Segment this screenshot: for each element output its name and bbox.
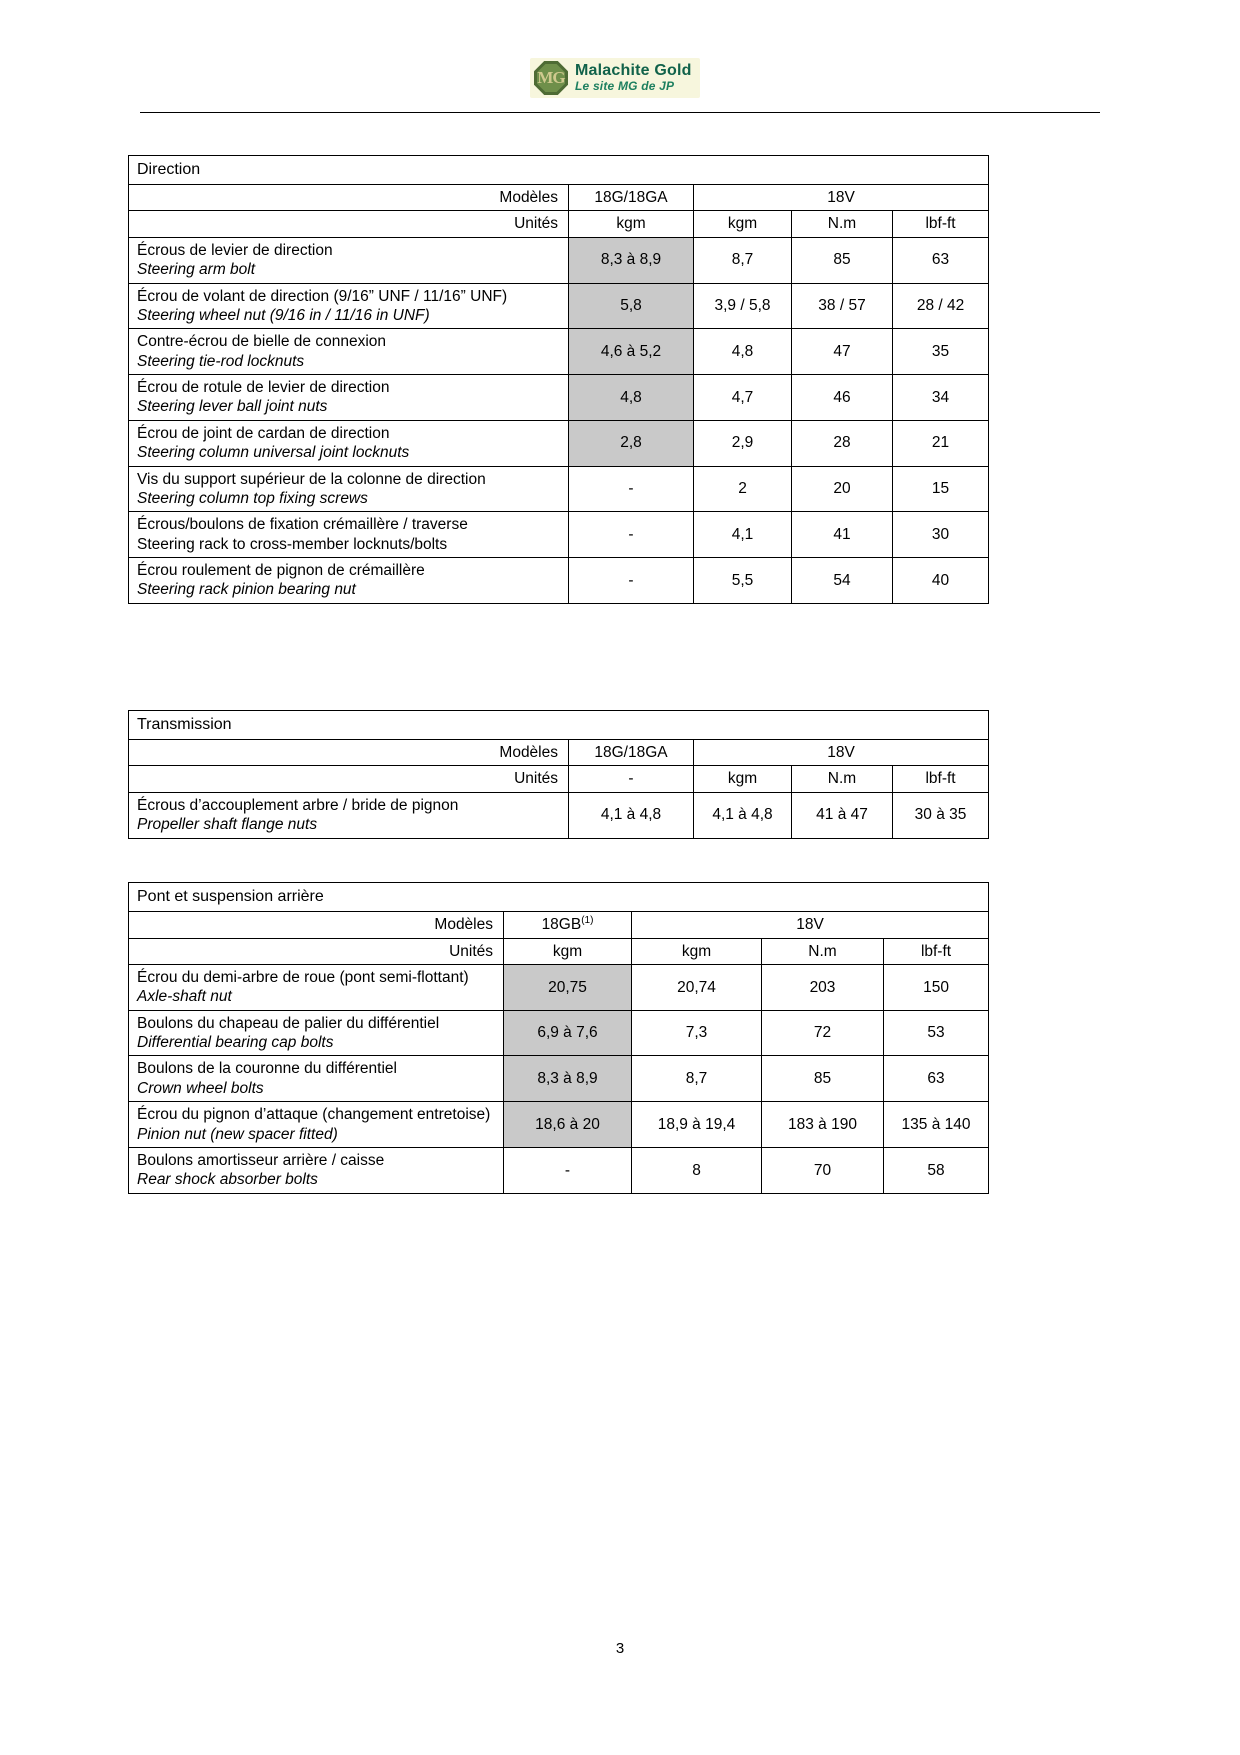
section-title: Transmission — [129, 711, 989, 740]
section-title: Pont et suspension arrière — [129, 883, 989, 912]
value-lbfft: 58 — [884, 1147, 989, 1193]
table-block-direction — [128, 155, 988, 604]
row-description — [129, 283, 569, 329]
value-nm: 183 à 190 — [762, 1102, 884, 1148]
row-label-en: Steering arm bolt — [137, 261, 256, 279]
table-row — [129, 512, 989, 558]
value-nm: 47 — [792, 329, 893, 375]
value-lbfft: 34 — [893, 375, 989, 421]
value-model-a: 20,75 — [504, 964, 632, 1010]
row-label-en: Steering lever ball joint nuts — [137, 398, 328, 416]
value-nm: 46 — [792, 375, 893, 421]
unit-header-3: lbf-ft — [893, 211, 989, 237]
value-lbfft: 150 — [884, 964, 989, 1010]
unit-header-0: kgm — [504, 938, 632, 964]
value-model-a: 4,8 — [569, 375, 694, 421]
row-description — [129, 1056, 504, 1102]
row-label-fr: Écrou roulement de pignon de crémaillère — [137, 562, 425, 579]
mg-octagon-logo-icon: MG — [534, 61, 568, 95]
value-nm: 85 — [792, 237, 893, 283]
row-label-fr: Écrou de rotule de levier de direction — [137, 379, 390, 396]
value-kgm: 3,9 / 5,8 — [694, 283, 792, 329]
row-label-en: Rear shock absorber bolts — [137, 1171, 318, 1189]
row-label-en: Differential bearing cap bolts — [137, 1034, 334, 1052]
row-label-en: Steering column universal joint locknuts — [137, 444, 410, 462]
value-lbfft: 63 — [893, 237, 989, 283]
table-row — [129, 375, 989, 421]
units-header-row — [129, 938, 989, 964]
row-description — [129, 1147, 504, 1193]
value-kgm: 4,1 à 4,8 — [694, 792, 792, 838]
logo-subtitle: Le site MG de JP — [575, 79, 675, 94]
row-label-fr: Écrou de joint de cardan de direction — [137, 424, 390, 442]
units-label: Unités — [129, 938, 504, 964]
row-label-en: Steering wheel nut (9/16 in / 11/16 in UNF) — [137, 306, 430, 324]
value-kgm: 8 — [632, 1147, 762, 1193]
value-nm: 85 — [762, 1056, 884, 1102]
unit-header-3: lbf-ft — [884, 938, 989, 964]
page-number: 3 — [615, 1640, 625, 1657]
value-nm: 41 — [792, 512, 893, 558]
model-b-header: 18V — [694, 185, 989, 211]
value-model-a: - — [569, 558, 694, 604]
unit-header-2: N.m — [792, 211, 893, 237]
unit-header-1: kgm — [694, 211, 792, 237]
table-row — [129, 1102, 989, 1148]
section-title: Direction — [129, 156, 989, 185]
units-label: Unités — [129, 211, 569, 237]
spec-table-rear-axle — [128, 882, 989, 1194]
row-description — [129, 512, 569, 558]
models-label: Modèles — [129, 185, 569, 211]
units-header-row — [129, 766, 989, 792]
footnote-marker: (1) — [581, 915, 594, 926]
value-model-a: - — [569, 466, 694, 512]
row-description — [129, 375, 569, 421]
row-label-en: Steering rack pinion bearing nut — [137, 581, 356, 599]
row-description — [129, 466, 569, 512]
value-lbfft: 135 à 140 — [884, 1102, 989, 1148]
value-nm: 70 — [762, 1147, 884, 1193]
value-model-a: - — [569, 512, 694, 558]
table-row — [129, 558, 989, 604]
row-label-fr: Boulons du chapeau de palier du différentiel — [137, 1014, 440, 1032]
units-header-row — [129, 211, 989, 237]
value-lbfft: 30 à 35 — [893, 792, 989, 838]
unit-header-1: kgm — [632, 938, 762, 964]
value-model-a: - — [504, 1147, 632, 1193]
value-lbfft: 15 — [893, 466, 989, 512]
value-kgm: 5,5 — [694, 558, 792, 604]
value-model-a: 6,9 à 7,6 — [504, 1010, 632, 1056]
table-row — [129, 1147, 989, 1193]
value-model-a: 4,6 à 5,2 — [569, 329, 694, 375]
value-lbfft: 40 — [893, 558, 989, 604]
models-label: Modèles — [129, 740, 569, 766]
row-label-fr: Écrous d’accouplement arbre / bride de pignon — [137, 796, 459, 814]
unit-header-1: kgm — [694, 766, 792, 792]
row-label-fr: Écrous de levier de direction — [137, 241, 333, 259]
model-b-header: 18V — [632, 912, 989, 939]
row-label-fr: Écrou de volant de direction (9/16” UNF / 11/16” UNF) — [137, 287, 508, 305]
model-a-header: 18G/18GA — [569, 185, 694, 211]
unit-header-2: N.m — [762, 938, 884, 964]
table-block-rear-axle — [128, 882, 988, 1194]
model-a-header — [504, 912, 632, 939]
row-label-fr: Écrous/boulons de fixation crémaillère / traverse — [137, 516, 468, 534]
value-kgm: 4,8 — [694, 329, 792, 375]
row-description — [129, 329, 569, 375]
row-description — [129, 792, 569, 838]
row-label-en: Pinion nut (new spacer fitted) — [137, 1125, 338, 1143]
value-lbfft: 30 — [893, 512, 989, 558]
value-nm: 41 à 47 — [792, 792, 893, 838]
unit-header-2: N.m — [792, 766, 893, 792]
row-label-fr: Écrou du demi-arbre de roue (pont semi-flottant) — [137, 968, 469, 986]
site-logo — [530, 58, 700, 98]
value-model-a: 5,8 — [569, 283, 694, 329]
value-kgm: 4,1 — [694, 512, 792, 558]
value-model-a: 4,1 à 4,8 — [569, 792, 694, 838]
header-divider — [140, 112, 1100, 113]
row-label-fr: Vis du support supérieur de la colonne de direction — [137, 470, 486, 488]
logo-title: Malachite Gold — [575, 62, 692, 80]
table-row — [129, 420, 989, 466]
value-nm: 54 — [792, 558, 893, 604]
page-footer — [0, 1640, 1240, 1657]
value-nm: 38 / 57 — [792, 283, 893, 329]
value-nm: 72 — [762, 1010, 884, 1056]
table-row — [129, 792, 989, 838]
value-kgm: 2,9 — [694, 420, 792, 466]
value-nm: 28 — [792, 420, 893, 466]
row-description — [129, 237, 569, 283]
row-label-en: Steering rack to cross-member locknuts/bolts — [137, 535, 448, 553]
logo-text-block — [575, 63, 692, 92]
value-kgm: 4,7 — [694, 375, 792, 421]
table-row — [129, 1056, 989, 1102]
value-nm: 203 — [762, 964, 884, 1010]
value-model-a: 8,3 à 8,9 — [504, 1056, 632, 1102]
value-model-a: 18,6 à 20 — [504, 1102, 632, 1148]
table-row — [129, 964, 989, 1010]
section-title-row — [129, 883, 989, 912]
row-description — [129, 1010, 504, 1056]
unit-header-3: lbf-ft — [893, 766, 989, 792]
model-a-name: 18GB — [541, 916, 582, 934]
value-lbfft: 53 — [884, 1010, 989, 1056]
table-row — [129, 329, 989, 375]
row-label-fr: Écrou du pignon d’attaque (changement entretoise) — [137, 1106, 491, 1124]
value-kgm: 8,7 — [632, 1056, 762, 1102]
models-header-row — [129, 185, 989, 211]
units-label: Unités — [129, 766, 569, 792]
value-kgm: 20,74 — [632, 964, 762, 1010]
table-row — [129, 1010, 989, 1056]
row-label-en: Axle-shaft nut — [137, 988, 232, 1006]
value-lbfft: 63 — [884, 1056, 989, 1102]
unit-header-0: kgm — [569, 211, 694, 237]
models-label: Modèles — [129, 912, 504, 939]
row-label-en: Steering column top fixing screws — [137, 489, 368, 507]
row-label-en: Steering tie-rod locknuts — [137, 352, 305, 370]
table-row — [129, 283, 989, 329]
value-lbfft: 28 / 42 — [893, 283, 989, 329]
value-kgm: 18,9 à 19,4 — [632, 1102, 762, 1148]
row-description — [129, 420, 569, 466]
section-title-row — [129, 156, 989, 185]
models-header-row — [129, 740, 989, 766]
row-label-fr: Contre-écrou de bielle de connexion — [137, 333, 387, 351]
row-description — [129, 558, 569, 604]
value-lbfft: 35 — [893, 329, 989, 375]
row-label-fr: Boulons amortisseur arrière / caisse — [137, 1151, 385, 1169]
value-lbfft: 21 — [893, 420, 989, 466]
value-kgm: 8,7 — [694, 237, 792, 283]
value-kgm: 7,3 — [632, 1010, 762, 1056]
model-b-header: 18V — [694, 740, 989, 766]
table-row — [129, 237, 989, 283]
row-label-fr: Boulons de la couronne du différentiel — [137, 1060, 397, 1078]
row-description — [129, 964, 504, 1010]
models-header-row — [129, 912, 989, 939]
section-title-row — [129, 711, 989, 740]
value-model-a: 2,8 — [569, 420, 694, 466]
page-header — [0, 0, 1240, 125]
row-description — [129, 1102, 504, 1148]
value-nm: 20 — [792, 466, 893, 512]
model-a-header: 18G/18GA — [569, 740, 694, 766]
spec-table-transmission — [128, 710, 989, 839]
table-block-transmission — [128, 710, 988, 839]
spec-table-direction — [128, 155, 989, 604]
value-kgm: 2 — [694, 466, 792, 512]
value-model-a: 8,3 à 8,9 — [569, 237, 694, 283]
unit-header-0: - — [569, 766, 694, 792]
row-label-en: Propeller shaft flange nuts — [137, 816, 318, 834]
row-label-en: Crown wheel bolts — [137, 1079, 264, 1097]
table-row — [129, 466, 989, 512]
